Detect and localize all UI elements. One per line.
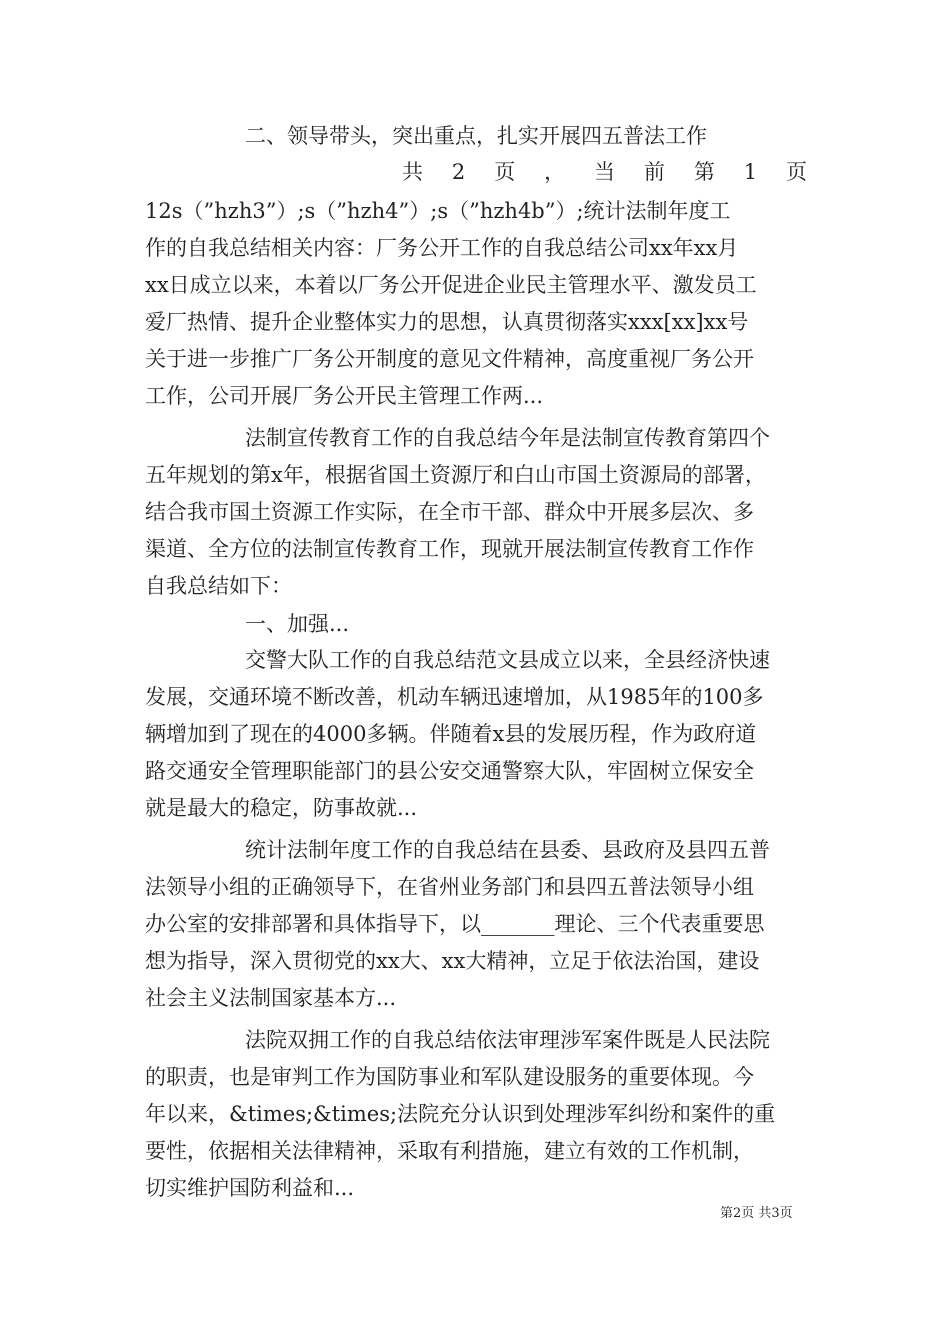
pager-char: 共 (402, 160, 423, 184)
pager-char: 第 (693, 160, 715, 184)
section-heading: 二、领导带头，突出重点，扎实开展四五普法工作 (245, 124, 707, 148)
text-line: 辆增加到了现在的4000多辆。伴随着x县的发展历程，作为政府道 (145, 722, 757, 746)
text-line: 渠道、全方位的法制宣传教育工作，现就开展法制宣传教育工作作 (145, 537, 754, 561)
text-line: 年以来，&times;&times;法院充分认识到处理涉军纠纷和案件的重 (145, 1102, 776, 1126)
text-line: 统计法制年度工作的自我总结在县委、县政府及县四五普 (245, 838, 770, 862)
pager-char: 前 (643, 160, 665, 184)
text-line: 法领导小组的正确领导下，在省州业务部门和县四五普法领导小组 (145, 875, 754, 899)
text-line: 想为指导，深入贯彻党的xx大、xx大精神，立足于依法治国，建设 (145, 949, 760, 973)
pager-char: 1 (743, 160, 758, 184)
text-line: 作的自我总结相关内容：厂务公开工作的自我总结公司xx年xx月 (145, 236, 739, 260)
text-line: 切实维护国防利益和... (145, 1176, 355, 1200)
text-line: 关于进一步推广厂务公开制度的意见文件精神，高度重视厂务公开 (145, 347, 754, 371)
text-line: 法院双拥工作的自我总结依法审理涉军案件既是人民法院 (245, 1028, 770, 1052)
pager-char: ， (544, 160, 566, 184)
text-line: 12s（”hzh3”）;s（”hzh4”）;s（”hzh4b”）;统计法制年度工 (145, 199, 731, 223)
text-line: 爱厂热情、提升企业整体实力的思想，认真贯彻落实xxx[xx]xx号 (145, 310, 749, 334)
pager-char: 2 (451, 160, 466, 184)
text-line: 社会主义法制国家基本方... (145, 986, 397, 1010)
text-line: 要性，依据相关法律精神，采取有利措施，建立有效的工作机制， (145, 1139, 754, 1163)
text-line: 五年规划的第x年，根据省国土资源厅和白山市国土资源局的部署， (145, 463, 766, 487)
pager-char: 页 (494, 160, 516, 184)
page-counter (402, 157, 807, 187)
text-line: 的职责，也是审判工作为国防事业和军队建设服务的重要体现。今 (145, 1065, 754, 1089)
text-line: 一、加强... (245, 612, 350, 636)
text-line: 自我总结如下： (145, 574, 292, 598)
text-line: 路交通安全管理职能部门的县公安交通警察大队，牢固树立保安全 (145, 759, 754, 783)
text-line: 办公室的安排部署和具体指导下，以_______理论、三个代表重要思 (145, 912, 765, 936)
page-footer: 第2页 共3页 (720, 1206, 793, 1221)
text-line: 就是最大的稳定，防事故就... (145, 796, 418, 820)
text-line: 交警大队工作的自我总结范文县成立以来，全县经济快速 (245, 648, 770, 672)
text-line: 结合我市国土资源工作实际，在全市干部、群众中开展多层次、多 (145, 500, 754, 524)
pager-char: 当 (594, 160, 615, 184)
text-line: 发展，交通环境不断改善，机动车辆迅速增加，从1985年的100多 (145, 685, 764, 709)
text-line: xx日成立以来，本着以厂务公开促进企业民主管理水平、激发员工 (145, 273, 757, 297)
pager-char: 页 (786, 160, 807, 184)
text-line: 工作，公司开展厂务公开民主管理工作两... (145, 384, 544, 408)
text-line: 法制宣传教育工作的自我总结今年是法制宣传教育第四个 (245, 426, 770, 450)
